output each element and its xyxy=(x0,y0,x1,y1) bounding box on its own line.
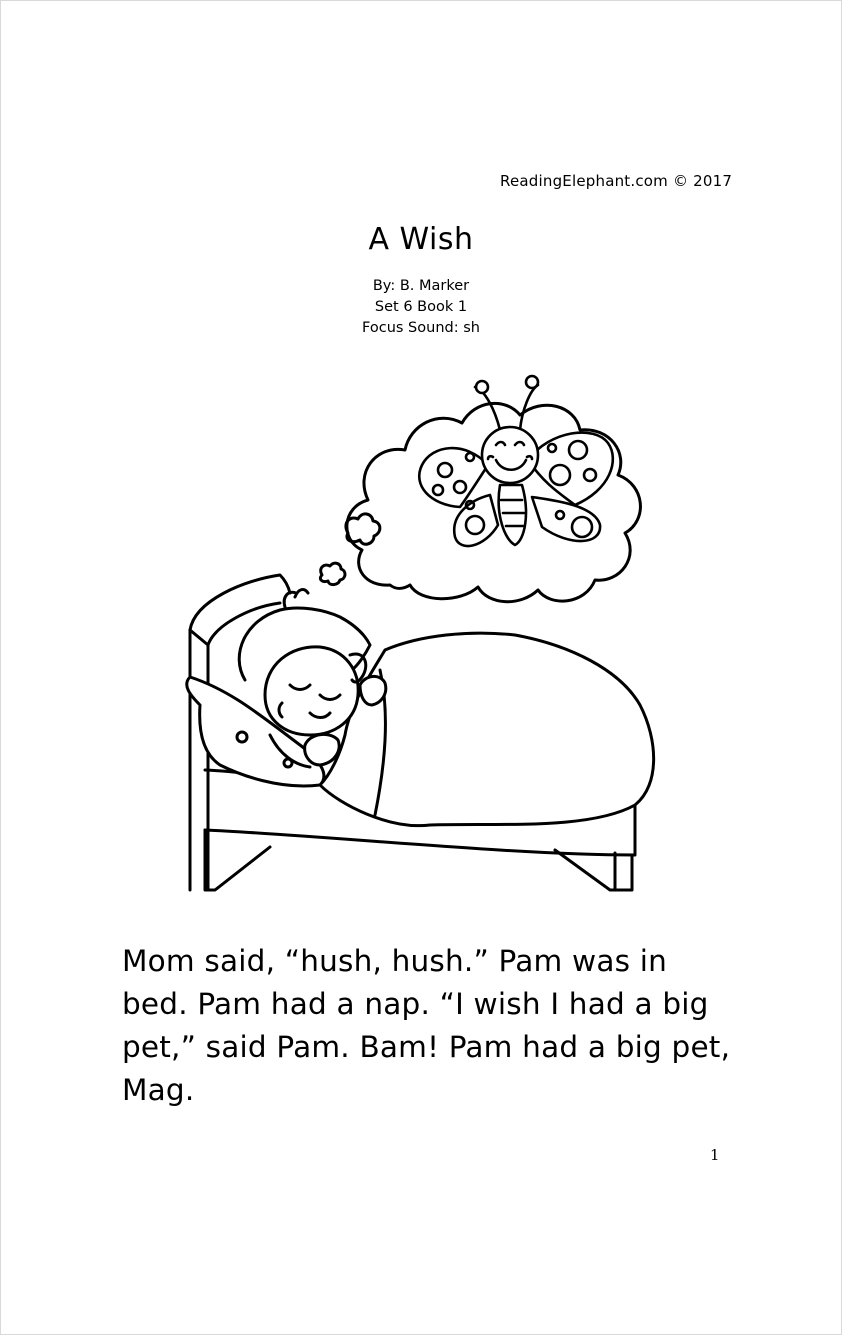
author-line: By: B. Marker xyxy=(372,278,470,294)
story-text: Mom said, “hush, hush.” Pam was in bed. Pam had a nap. “I wish I had a big pet,” said Pam. Bam! Pam had a big pet, Mag. xyxy=(122,944,731,1107)
sleeping-child-illustration xyxy=(170,335,680,905)
set-line: Set 6 Book 1 xyxy=(374,299,468,315)
page-number: 1 xyxy=(710,1146,720,1164)
book-title: A Wish xyxy=(368,222,474,257)
copyright-text: ReadingElephant.com © 2017 xyxy=(500,172,733,190)
focus-sound-line: Focus Sound: sh xyxy=(362,320,480,336)
blanket-icon xyxy=(320,633,654,826)
butterfly-icon xyxy=(419,376,613,546)
